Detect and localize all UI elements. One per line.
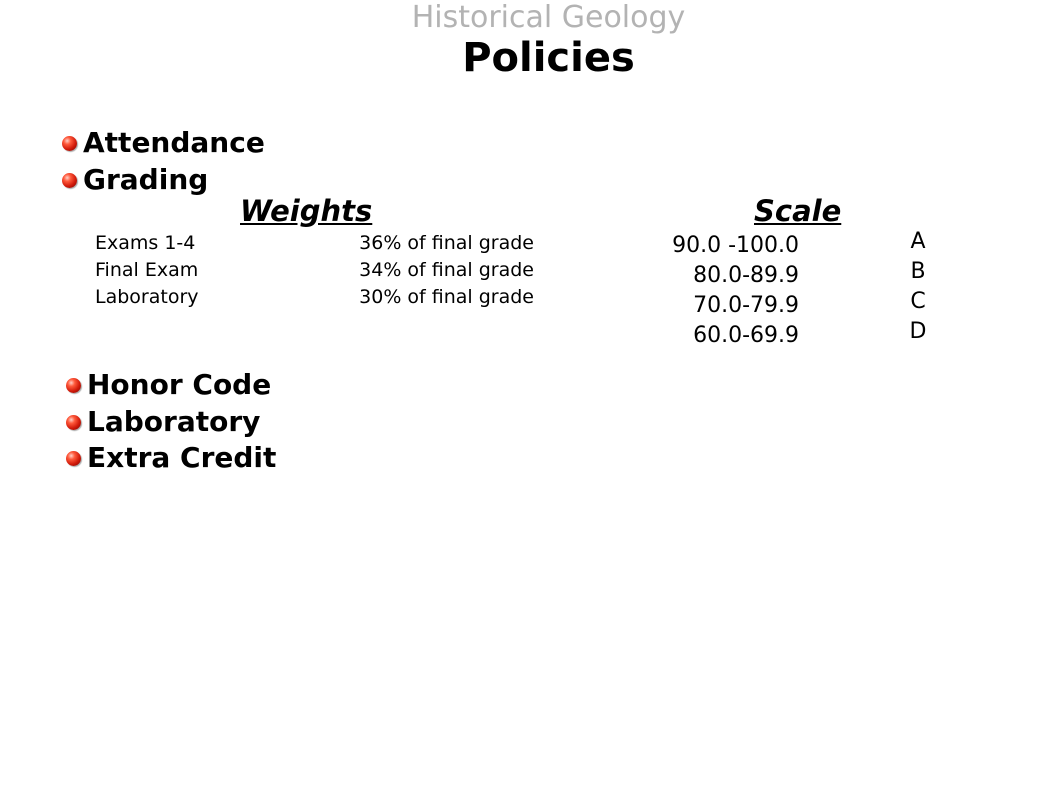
red-ball-bullet-icon (62, 173, 77, 188)
bullet-label: Extra Credit (87, 441, 277, 474)
bullet-label: Honor Code (87, 368, 272, 401)
bullet-item-laboratory[interactable] (66, 405, 260, 439)
scale-range: 80.0-89.9 (693, 263, 799, 288)
course-subtitle: Historical Geology (411, 0, 686, 35)
red-ball-bullet-icon (62, 136, 77, 151)
weight-item: Exams 1-4 (95, 232, 196, 254)
scale-heading: Scale (754, 194, 842, 228)
scale-grade: A (910, 229, 926, 254)
red-ball-bullet-icon (66, 415, 81, 430)
bullet-label: Laboratory (87, 405, 261, 438)
red-ball-bullet-icon (66, 378, 81, 393)
bullet-item-attendance[interactable] (62, 126, 265, 160)
weight-item: Final Exam (95, 259, 199, 281)
bullet-label: Attendance (83, 126, 265, 159)
weight-percent: 34% of final grade (359, 259, 534, 281)
weight-item: Laboratory (95, 286, 199, 308)
scale-grade: C (910, 289, 926, 314)
bullet-item-grading[interactable] (62, 163, 208, 197)
weight-percent: 30% of final grade (359, 286, 534, 308)
bullet-item-honor-code[interactable] (66, 368, 271, 402)
bullet-label: Grading (83, 163, 209, 196)
scale-range: 70.0-79.9 (693, 293, 799, 318)
scale-range: 60.0-69.9 (693, 323, 799, 348)
scale-grade: B (910, 259, 926, 284)
scale-grade: D (909, 319, 927, 344)
bullet-item-extra-credit[interactable] (66, 441, 276, 475)
page-title: Policies (462, 35, 635, 81)
weights-heading: Weights (240, 194, 373, 228)
scale-range: 90.0 -100.0 (672, 233, 799, 258)
weight-percent: 36% of final grade (359, 232, 534, 254)
red-ball-bullet-icon (66, 451, 81, 466)
